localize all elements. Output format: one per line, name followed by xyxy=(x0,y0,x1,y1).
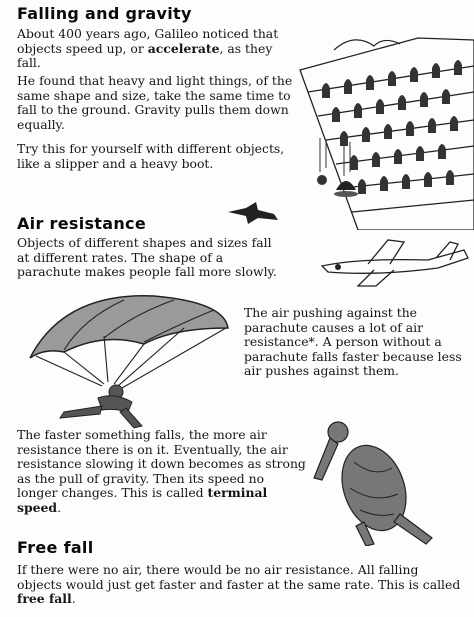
term-terminal-speed: terminal speed xyxy=(17,485,268,515)
falling-paragraph-1 xyxy=(17,27,299,71)
air-paragraph-2: The air pushing against the parachute causes a lot of air resistance*. A person without a parachute falls faster because less air pushes against them. xyxy=(244,305,462,379)
free-p1-text-b: . xyxy=(71,591,76,607)
air-p3-text-b: . xyxy=(57,499,62,515)
free-fall-paragraph xyxy=(17,563,462,607)
falling-p1-text-a: About 400 years ago, Galileo noticed that objects speed up, or xyxy=(17,26,279,56)
heading-falling-and-gravity: Falling and gravity xyxy=(17,4,192,23)
heading-free-fall: Free fall xyxy=(17,538,94,557)
air-paragraph-3 xyxy=(17,428,307,516)
term-free-fall: free fall xyxy=(17,591,72,607)
parachutist-icon xyxy=(24,288,234,430)
skydiver-icon xyxy=(304,418,444,546)
falling-paragraph-3: Try this for yourself with different objects, like a slipper and a heavy boot. xyxy=(17,141,285,171)
falling-balls-icon xyxy=(310,138,368,202)
term-accelerate: accelerate xyxy=(147,40,220,56)
bird-icon xyxy=(228,202,280,226)
falling-paragraph-2: He found that heavy and light things, of the same shape and size, take the same time to fall to the ground. Gravity pulls them down equally. xyxy=(17,73,293,132)
airplane-icon xyxy=(318,236,472,288)
heading-air-resistance: Air resistance xyxy=(17,214,146,233)
falling-p1-text-b: , as they fall. xyxy=(17,40,273,71)
free-p1-text-a: If there were no air, there would be no air resistance. All falling objects would just get faster and faster at the same rate. This is called xyxy=(17,562,461,592)
air-p3-text-a: The faster something falls, the more air resistance there is on it. Eventually, the air resistance slowing it down becomes as strong as the pull of gravity. Then its speed no longer changes. This is called xyxy=(17,427,306,501)
air-paragraph-1: Objects of different shapes and sizes fall at different rates. The shape of a parachute makes people fall more slowly. xyxy=(17,235,277,280)
